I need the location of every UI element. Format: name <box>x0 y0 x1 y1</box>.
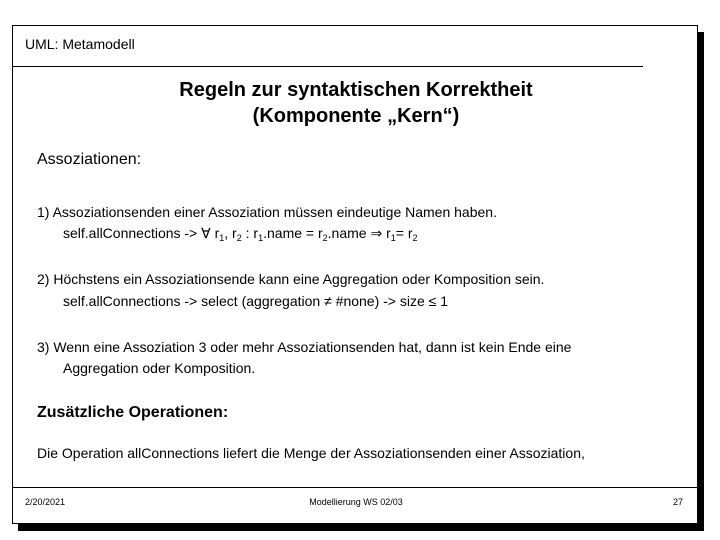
ocl-sub: 2 <box>236 233 242 243</box>
ocl-part: = r <box>395 225 413 241</box>
ocl-part: : r <box>241 225 259 241</box>
rule-2-ocl: self.allConnections -> select (aggregation ≠ #none) -> size ≤ 1 <box>63 293 449 309</box>
ocl-sub: 1 <box>219 233 225 243</box>
rule-1-ocl <box>63 225 418 243</box>
ocl-part: self.allConnections -> ∀ r <box>63 225 220 241</box>
ocl-sub: 1 <box>390 233 396 243</box>
section-heading-operations: Zusätzliche Operationen: <box>37 404 229 421</box>
header-divider <box>13 66 643 67</box>
slide <box>12 25 698 524</box>
footer-page-number: 27 <box>672 497 683 507</box>
rule-1-text: 1) Assoziationsenden einer Assoziation müssen eindeutige Namen haben. <box>37 204 497 220</box>
footer-date: 2/20/2021 <box>25 497 66 507</box>
rule-3-text: 3) Wenn eine Assoziation 3 oder mehr Assoziationsenden hat, dann ist kein Ende eine <box>37 339 572 355</box>
ocl-part: .name ⇒ r <box>327 225 391 241</box>
rule-3-continuation: Aggregation oder Komposition. <box>63 360 256 376</box>
ocl-sub: 2 <box>322 233 328 243</box>
ocl-sub: 1 <box>258 233 264 243</box>
ocl-sub: 2 <box>412 233 418 243</box>
operations-text: Die Operation allConnections liefert die Menge der Assoziationsenden einer Assoziation, <box>37 445 585 461</box>
slide-title-line-2: (Komponente „Kern“) <box>252 105 460 127</box>
footer-divider <box>13 487 699 488</box>
section-heading-associations: Assoziationen: <box>37 151 142 168</box>
ocl-part: , r <box>224 225 237 241</box>
rule-2-text: 2) Höchstens ein Assoziationsende kann eine Aggregation oder Komposition sein. <box>37 271 545 287</box>
footer-course: Modellierung WS 02/03 <box>309 497 403 507</box>
slide-title-line-1: Regeln zur syntaktischen Korrektheit <box>179 79 533 101</box>
ocl-part: .name = r <box>263 225 323 241</box>
slide-header: UML: Metamodell <box>25 36 135 52</box>
